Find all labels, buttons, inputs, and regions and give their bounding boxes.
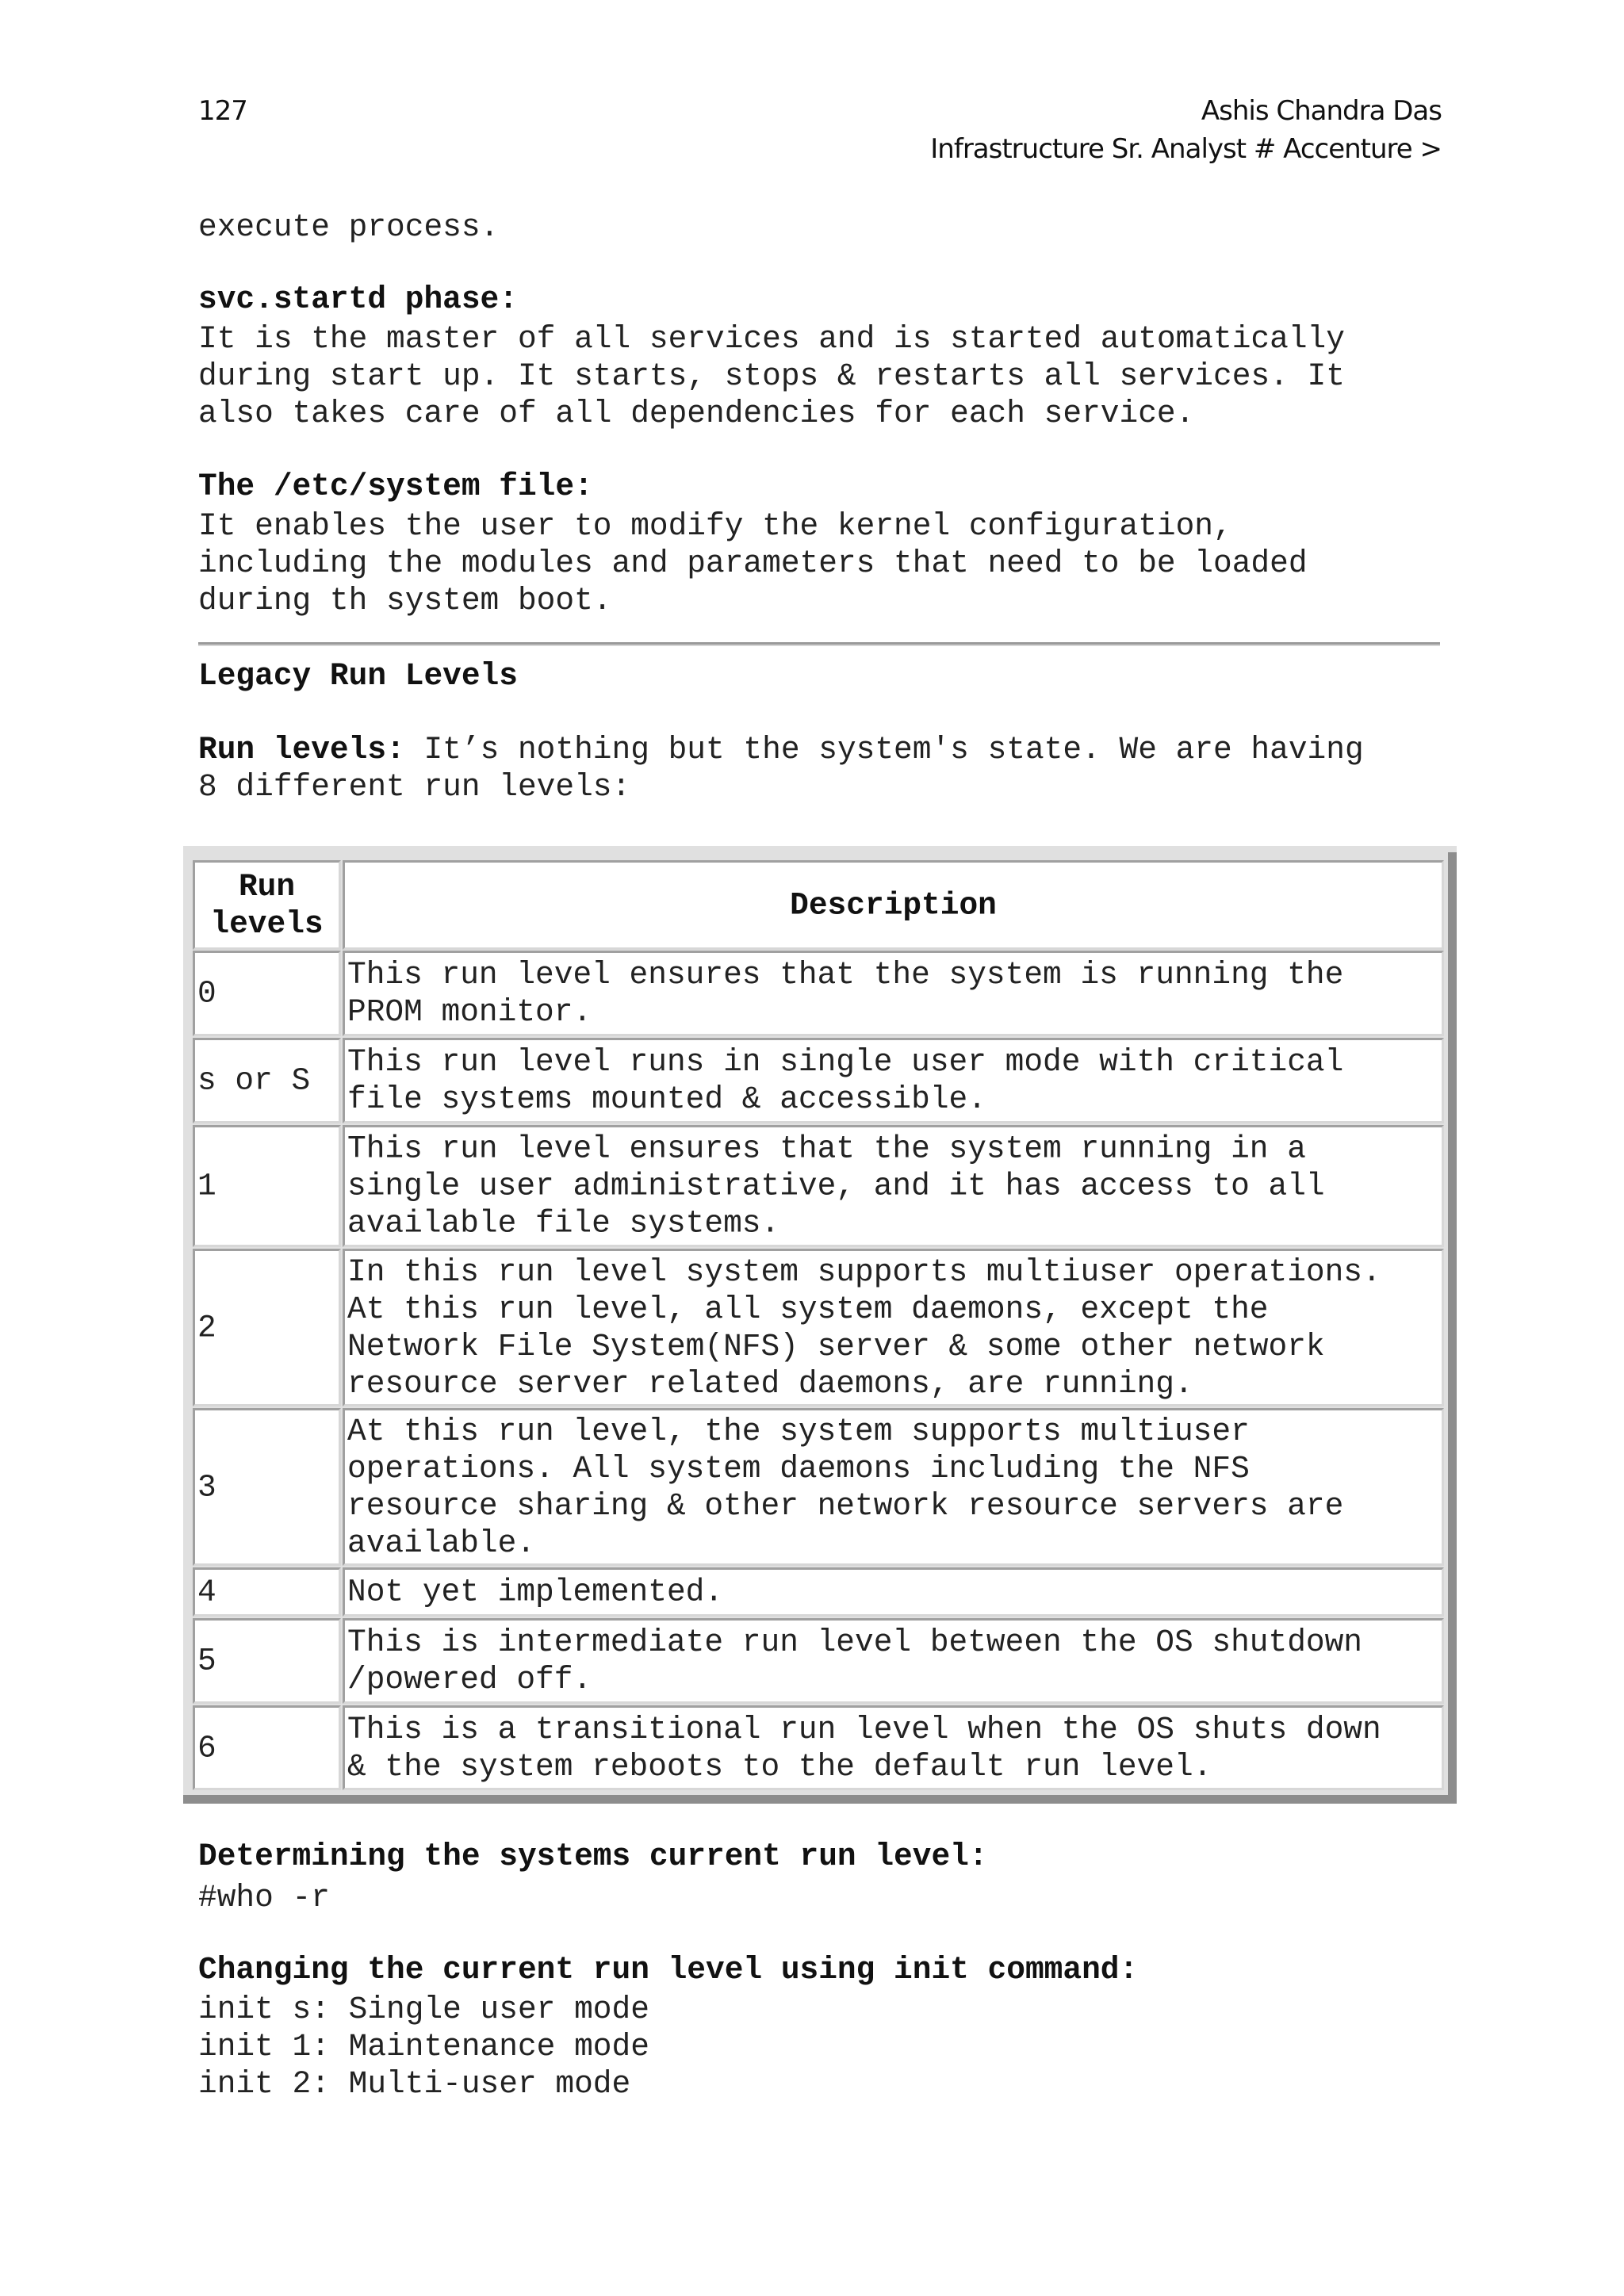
etc-system-heading: The /etc/system file:	[198, 469, 593, 504]
run-level-value: 3	[197, 1469, 216, 1505]
table-row-4-description-cell	[343, 1567, 1444, 1617]
header-cell-run-levels	[193, 860, 341, 950]
table-row-2-level-cell	[193, 1249, 341, 1406]
run-levels-paragraph	[198, 731, 1364, 806]
run-level-description: Not yet implemented.	[347, 1574, 724, 1610]
run-level-description: This run level ensures that the system running in a single user administrative, and it has access to all available file systems.	[347, 1131, 1325, 1242]
run-level-value: 5	[197, 1643, 216, 1679]
table-row-6-description-cell	[343, 1705, 1444, 1790]
table-row-3-description-cell	[343, 1408, 1444, 1566]
who-command: #who -r	[198, 1880, 330, 1915]
table-row-6-level-cell	[193, 1705, 341, 1790]
legacy-heading: Legacy Run Levels	[198, 658, 518, 694]
run-level-value: 0	[197, 975, 216, 1012]
table-row-3-level-cell	[193, 1408, 341, 1566]
table-row-1-level-cell	[193, 1125, 341, 1247]
header-run-levels-label: Run levels	[210, 868, 324, 942]
run-level-description: In this run level system supports multiuser operations. At this run level, all system daemons, except the Network File System(NFS) server & some other network resource server related daemons, are running.	[347, 1253, 1381, 1402]
run-level-value: 2	[197, 1310, 216, 1345]
etc-system-text: It enables the user to modify the kernel configuration, including the modules and parameters that need to be loaded during th system boot.	[198, 508, 1308, 618]
run-levels-text: It’s nothing but the system's state. We are having 8 different run levels:	[198, 732, 1364, 805]
run-level-description: This run level runs in single user mode with critical file systems mounted & accessible.	[347, 1044, 1344, 1117]
table-shadow-right	[1448, 852, 1457, 1804]
table-row-5-description-cell	[343, 1618, 1444, 1704]
header-description-label: Description	[790, 887, 997, 923]
determining-heading: Determining the systems current run level:	[198, 1839, 988, 1874]
run-level-description: This run level ensures that the system is running the PROM monitor.	[347, 957, 1344, 1030]
table-row-5-level-cell	[193, 1618, 341, 1704]
run-level-value: s or S	[197, 1062, 311, 1099]
svc-text: It is the master of all services and is started automatically during start up. It starts, stops & restarts all services. It also takes care of all dependencies for each service.	[198, 321, 1345, 431]
run-level-value: 1	[197, 1168, 216, 1204]
run-level-value: 6	[197, 1730, 216, 1766]
run-level-description: At this run level, the system supports multiuser operations. All system daemons including the NFS resource sharing & other network resource servers are available.	[347, 1413, 1344, 1561]
table-row-0-description-cell	[343, 951, 1444, 1036]
horizontal-divider	[198, 642, 1440, 646]
svc-heading: svc.startd phase:	[198, 281, 518, 317]
table-shadow-bottom	[183, 1795, 1457, 1804]
run-level-value: 4	[197, 1574, 216, 1610]
table-row-s-level-cell	[193, 1038, 341, 1123]
table-row-0-level-cell	[193, 951, 341, 1036]
table-row-4-level-cell	[193, 1567, 341, 1617]
page-number: 127	[198, 95, 247, 127]
changing-heading: Changing the current run level using init command:	[198, 1952, 1139, 1988]
table-row-1-description-cell	[343, 1125, 1444, 1247]
intro-fragment: execute process.	[198, 209, 500, 245]
table-row-s-description-cell	[343, 1038, 1444, 1123]
author-affiliation: Infrastructure Sr. Analyst # Accenture >	[930, 133, 1442, 165]
header-cell-description	[343, 860, 1444, 950]
run-levels-label: Run levels:	[198, 732, 405, 767]
init-commands: init s: Single user mode init 1: Maintenance mode init 2: Multi-user mode	[198, 1992, 649, 2102]
author-name: Ashis Chandra Das	[1201, 95, 1442, 127]
table-row-2-description-cell	[343, 1249, 1444, 1406]
run-level-description: This is a transitional run level when the OS shuts down & the system reboots to the default run level.	[347, 1711, 1381, 1785]
run-level-description: This is intermediate run level between the OS shutdown /powered off.	[347, 1624, 1363, 1697]
